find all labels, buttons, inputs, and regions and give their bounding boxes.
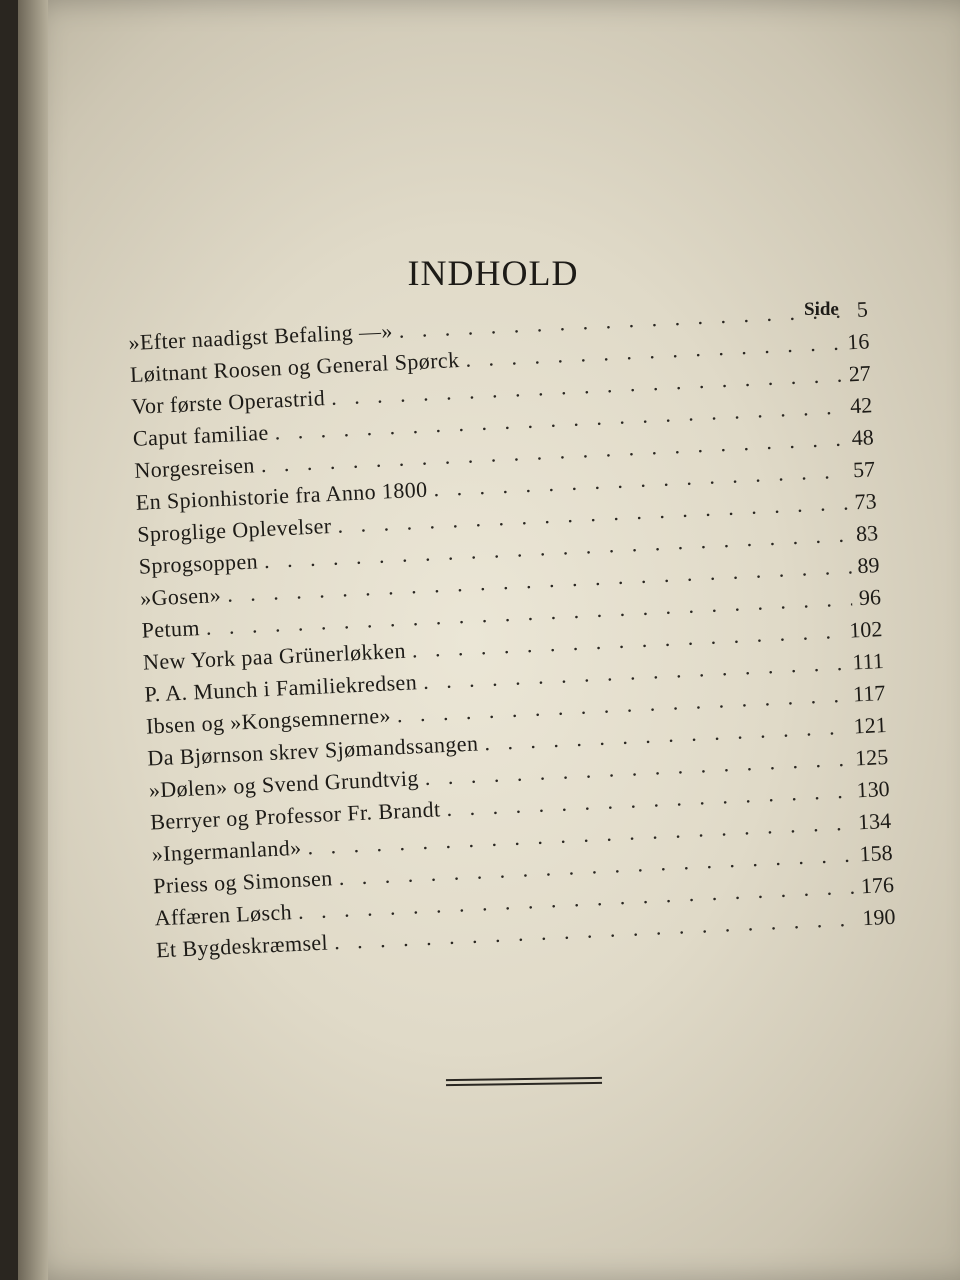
- toc-entry-page: 42: [849, 392, 873, 419]
- page-title: INDHOLD: [407, 253, 579, 293]
- toc-entry-page: 27: [848, 360, 872, 387]
- toc-entry-page: 134: [857, 807, 892, 835]
- toc-entry-title: Da Bjørnson skrev Sjømandssangen: [146, 730, 479, 771]
- toc-entry-title: New York paa Grünerløkken: [142, 637, 407, 675]
- toc-entry-page: 48: [851, 424, 875, 451]
- toc-entry-title: Sproglige Oplevelser: [136, 512, 333, 547]
- toc-entry-page: 111: [851, 648, 885, 675]
- toc-entry-page: 130: [856, 775, 891, 803]
- toc-entry-page: 190: [861, 903, 896, 931]
- toc-entry-page: 89: [856, 552, 880, 579]
- toc-entry-title: Et Bygdeskræmsel: [155, 929, 329, 963]
- toc-entry-title: Norgesreisen: [133, 452, 256, 483]
- toc-entry-title: Affæren Løsch: [154, 899, 293, 931]
- toc-entry-page: 117: [852, 680, 886, 707]
- toc-entry-page: 5: [856, 296, 869, 322]
- decorative-double-rule: [446, 1077, 602, 1087]
- toc-entry-title: Løitnant Roosen og General Spørck: [129, 347, 460, 387]
- toc-entry-page: 83: [855, 520, 879, 547]
- toc-entry-title: Sprogsoppen: [138, 548, 259, 579]
- toc-entry-page: 73: [853, 488, 878, 515]
- toc-entry-title: P. A. Munch i Familiekredsen: [143, 669, 418, 707]
- toc-entry-title: Caput familiae: [132, 419, 270, 451]
- toc-entry-page: 176: [860, 871, 895, 899]
- toc-entry-page: 121: [853, 712, 888, 739]
- toc-entry-page: 125: [854, 743, 889, 771]
- toc-entry-title: Berryer og Professor Fr. Brandt: [149, 796, 442, 835]
- toc-entry-page: 96: [858, 584, 882, 611]
- page-gutter: [18, 0, 48, 1280]
- toc-entry-title: »Gosen»: [139, 582, 222, 611]
- toc-entry-page: 158: [858, 839, 894, 867]
- toc-entry-title: Petum: [141, 615, 201, 643]
- toc-entry-title: Ibsen og »Kongsemnerne»: [145, 702, 392, 739]
- page-column-label: Side: [804, 299, 839, 320]
- toc-entry-page: 57: [852, 456, 876, 483]
- toc-entry-title: Priess og Simonsen: [152, 865, 334, 899]
- book-page: [18, 0, 960, 1280]
- toc-entry-page: 102: [848, 616, 883, 643]
- toc-entry-title: En Spionhistorie fra Anno 1800: [135, 476, 428, 515]
- table-of-contents: [128, 296, 896, 969]
- toc-entry-title: »Efter naadigst Befaling —»: [128, 318, 394, 355]
- toc-entry-title: Vor første Operastrid: [130, 385, 326, 419]
- toc-entry-title: »Ingermanland»: [151, 834, 302, 867]
- toc-entry-title: »Dølen» og Svend Grundtvig: [148, 765, 420, 803]
- toc-entry-page: 16: [846, 328, 870, 355]
